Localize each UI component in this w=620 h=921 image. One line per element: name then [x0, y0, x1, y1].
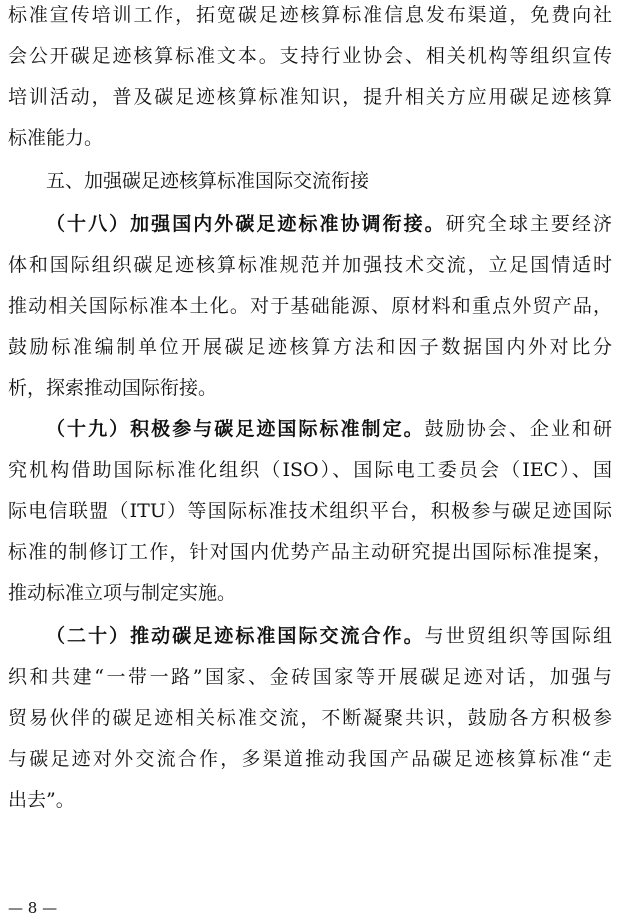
- paragraph-line: 会公开碳足迹核算标准文本。支持行业协会、相关机构等组织宣传: [8, 45, 612, 67]
- page-number: — 8 —: [8, 899, 58, 917]
- paragraph-line: 体和国际组织碳足迹核算标准规范并加强技术交流，立足国情适时: [8, 254, 612, 276]
- clause-title: （十九）积极参与碳足迹国际标准制定。: [46, 418, 425, 440]
- paragraph-line: 析，探索推动国际衔接。: [8, 377, 218, 399]
- paragraph-line: 标准能力。: [8, 127, 104, 149]
- paragraph-line: 推动相关国际标准本土化。对于基础能源、原材料和重点外贸产品，: [8, 295, 612, 317]
- clause-text: 鼓励协会、企业和研: [424, 418, 612, 440]
- paragraph-line: 推动标准立项与制定实施。: [8, 582, 237, 604]
- section-heading: 五、加强碳足迹核算标准国际交流衔接: [46, 170, 370, 192]
- clause-text: 研究全球主要经济: [445, 213, 612, 235]
- paragraph-line: 标准宣传培训工作，拓宽碳足迹核算标准信息发布渠道，免费向社: [8, 4, 612, 26]
- paragraph-line: 标准的制修订工作，针对国内优势产品主动研究提出国际标准提案，: [8, 541, 612, 563]
- clause-title: （十八）加强国内外碳足迹标准协调衔接。: [46, 213, 446, 235]
- clause-text: 与世贸组织等国际组: [424, 625, 612, 647]
- paragraph-line: 鼓励标准编制单位开展碳足迹核算方法和因子数据国内外对比分: [8, 336, 612, 358]
- paragraph-first-line: [46, 623, 612, 649]
- paragraph-line: 贸易伙伴的碳足迹相关标准交流，不断凝聚共识，鼓励各方积极参: [8, 707, 612, 729]
- paragraph-line: 际电信联盟（ITU）等国际标准技术组织平台，积极参与碳足迹国际: [8, 500, 612, 522]
- paragraph-line: 培训活动，普及碳足迹核算标准知识，提升相关方应用碳足迹核算: [8, 86, 612, 108]
- paragraph-first-line: [46, 416, 612, 442]
- paragraph-line: 究机构借助国际标准化组织（ISO）、国际电工委员会（IEC）、国: [8, 459, 612, 481]
- paragraph-line: 织和共建“一带一路”国家、金砖国家等开展碳足迹对话，加强与: [8, 666, 612, 688]
- paragraph-line: 与碳足迹对外交流合作，多渠道推动我国产品碳足迹核算标准“走: [8, 748, 612, 770]
- paragraph-first-line: [46, 211, 612, 237]
- paragraph-line: 出去”。: [8, 789, 75, 811]
- clause-title: （二十）推动碳足迹标准国际交流合作。: [46, 625, 425, 647]
